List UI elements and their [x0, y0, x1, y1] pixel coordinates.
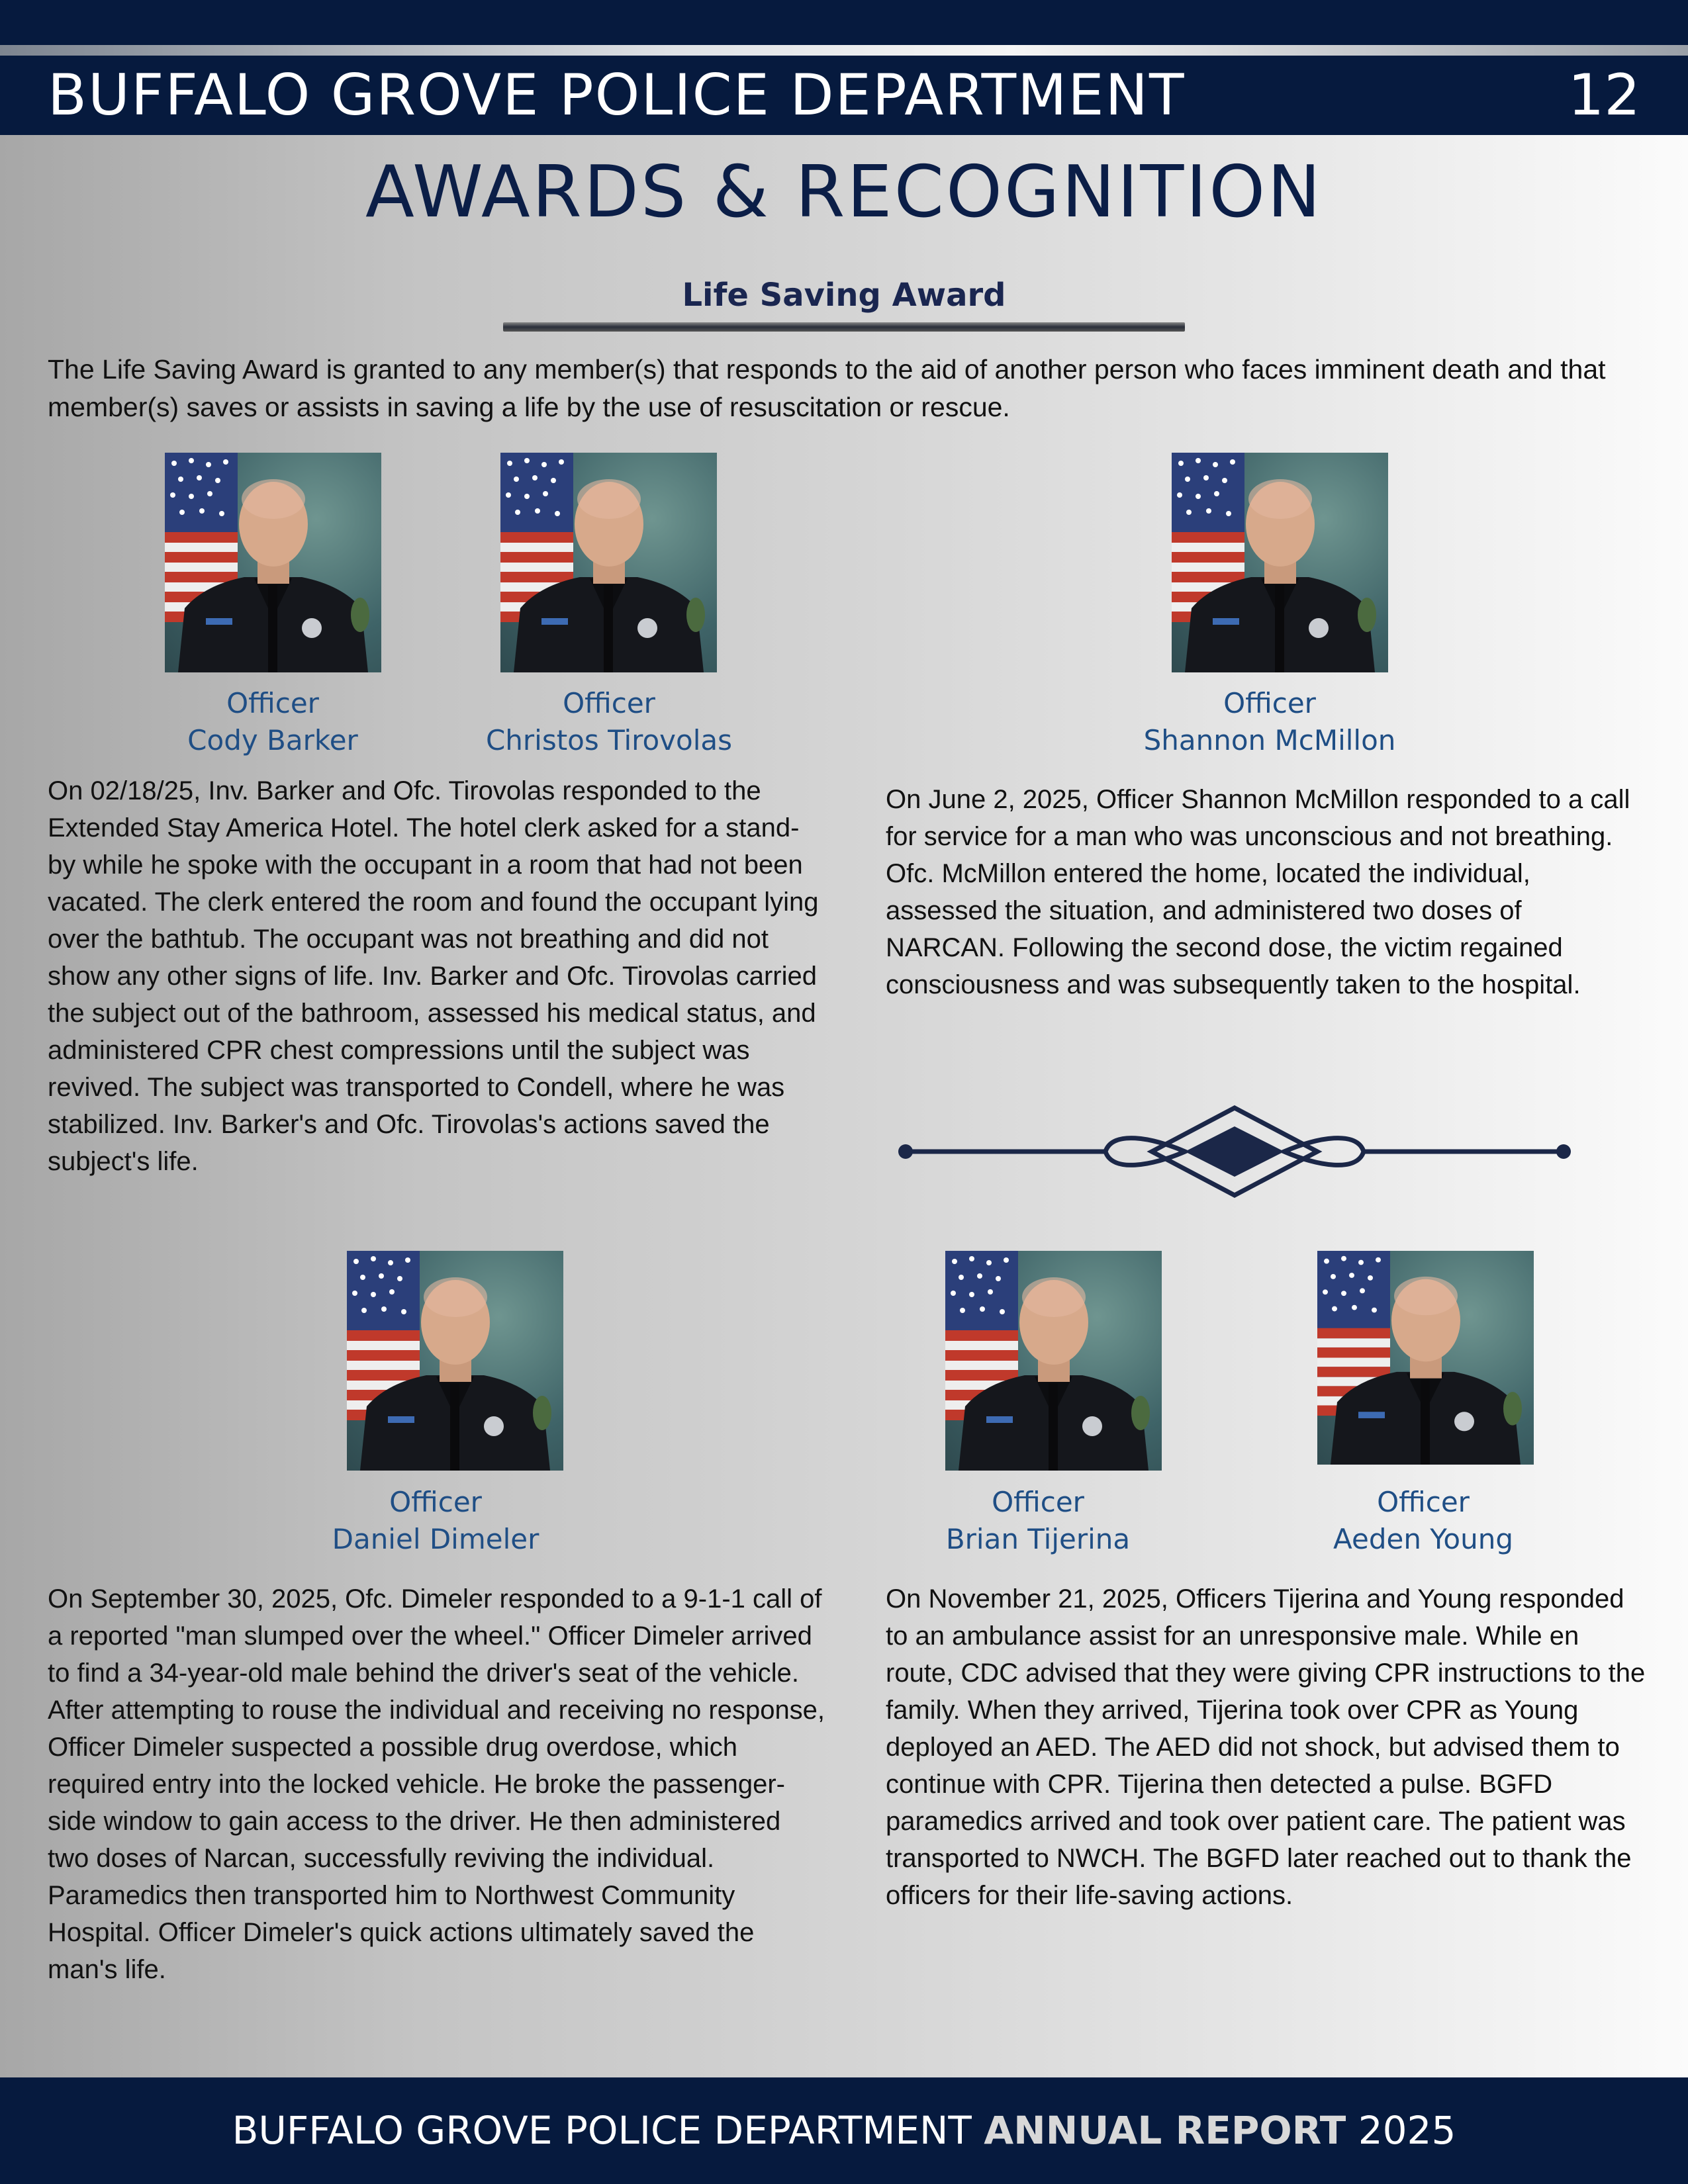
officer-caption-christos-tirovolas	[444, 685, 774, 759]
officer-photo-cody-barker	[165, 453, 381, 672]
story-barker-tirovolas: On 02/18/25, Inv. Barker and Ofc. Tirovolas responded to the Extended Stay America Hotel. The hotel clerk asked for a stand-by while he spoke with the occupant in a room that had not been vacated. The clerk entered the room and found the occupant lying over the bathtub. The occupant was not breathing and did not show any other signs of life. Inv. Barker and Ofc. Tirovolas carried the subject out of the bathroom, assessed his medical status, and administered CPR chest compressions until the subject was revived. The subject was transported to Condell, where he was stabilized. Inv. Barker's and Ofc. Tirovolas's actions saved the subject's life.	[48, 776, 819, 1176]
award-title: Life Saving Award	[682, 277, 1006, 314]
officer-photo-christos-tirovolas	[500, 453, 717, 672]
officer-rank: Officer	[1223, 687, 1316, 719]
award-description: The Life Saving Award is granted to any member(s) that responds to the aid of another person who faces imminent death and that member(s) saves or assists in saving a life by the use of resuscitation or rescue.	[48, 354, 1606, 422]
officer-photo-daniel-dimeler	[347, 1251, 563, 1471]
officer-caption-daniel-dimeler	[303, 1484, 568, 1558]
story-mcmillon: On June 2, 2025, Officer Shannon McMillon responded to a call for service for a man who was unconscious and not breathing. Ofc. McMillon entered the home, located the individual, assessed the situation, and administered two doses of NARCAN. Following the second dose, the victim regained consciousness and was subsequently taken to the hospital.	[886, 785, 1630, 999]
story-dimeler: On September 30, 2025, Ofc. Dimeler responded to a 9-1-1 call of a reported "man slumped over the wheel." Officer Dimeler arrived to find a 34-year-old male behind the driver's seat of the vehicle. After attempting to rouse the individual and receiving no response, Officer Dimeler suspected a possible drug overdose, which required entry into the locked vehicle. He broke the passenger-side window to gain access to the driver. He then administered two doses of Narcan, successfully reviving the individual. Paramedics then transported him to Northwest Community Hospital. Officer Dimeler's quick actions ultimately saved the man's life.	[48, 1584, 825, 1984]
footer-annual-report: ANNUAL REPORT	[984, 2108, 1346, 2153]
page-number: 12	[1568, 62, 1640, 128]
decorative-divider-ornament	[894, 1104, 1575, 1200]
officer-caption-cody-barker	[140, 685, 405, 759]
footer-prefix: BUFFALO GROVE POLICE DEPARTMENT	[232, 2108, 972, 2153]
officer-rank: Officer	[1377, 1486, 1470, 1518]
section-title: AWARDS & RECOGNITION	[365, 151, 1323, 234]
header-title: BUFFALO GROVE POLICE DEPARTMENT	[48, 62, 1186, 128]
officer-name: Cody Barker	[187, 724, 358, 756]
top-silver-stripe	[0, 45, 1688, 56]
officer-name: Daniel Dimeler	[332, 1523, 539, 1555]
officer-caption-aeden-young	[1291, 1484, 1556, 1558]
officer-caption-shannon-mcmillon	[1104, 685, 1435, 759]
award-title-underline	[503, 322, 1185, 332]
footer-year: 2025	[1358, 2108, 1456, 2153]
officer-name: Shannon McMillon	[1143, 724, 1396, 756]
top-bar	[0, 0, 1688, 45]
officer-photo-shannon-mcmillon	[1172, 453, 1388, 672]
footer-bar	[0, 2077, 1688, 2184]
officer-name: Aeden Young	[1333, 1523, 1513, 1555]
officer-caption-brian-tijerina	[906, 1484, 1170, 1558]
officer-photo-brian-tijerina	[945, 1251, 1162, 1471]
officer-name: Christos Tirovolas	[485, 724, 733, 756]
officer-photo-aeden-young	[1317, 1251, 1534, 1465]
officer-name: Brian Tijerina	[945, 1523, 1131, 1555]
officer-rank: Officer	[389, 1486, 482, 1518]
officer-rank: Officer	[992, 1486, 1084, 1518]
officer-rank: Officer	[226, 687, 319, 719]
story-tijerina-young: On November 21, 2025, Officers Tijerina and Young responded to an ambulance assist for an unresponsive male. While en route, CDC advised that they were giving CPR instructions to the family. When they arrived, Tijerina took over CPR as Young deployed an AED. The AED did not shock, but advised them to continue with CPR. Tijerina then detected a pulse. BGFD paramedics arrived and took over patient care. The patient was transported to NWCH. The BGFD later reached out to thank the officers for their life-saving actions.	[886, 1584, 1646, 1910]
officer-rank: Officer	[563, 687, 655, 719]
